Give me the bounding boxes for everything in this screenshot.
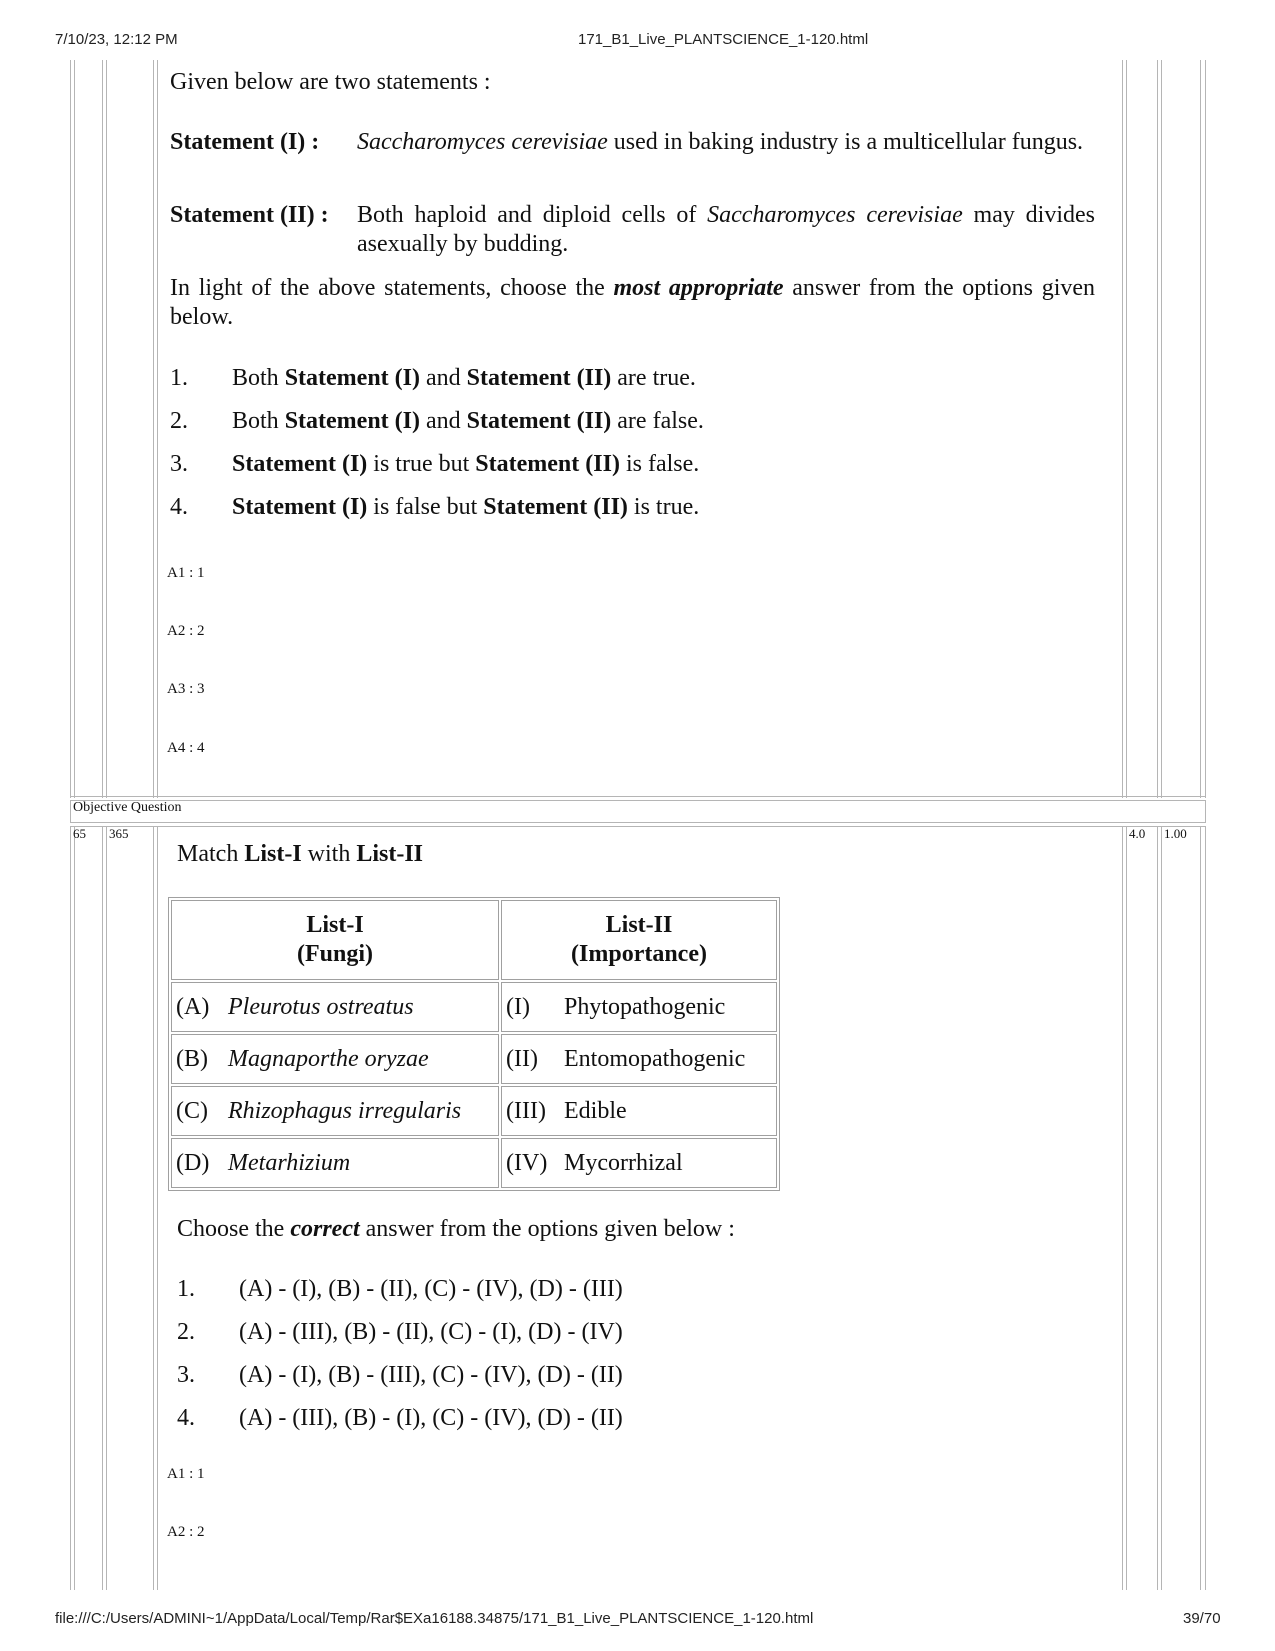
option-text: is false. [619,451,700,477]
table-row [171,1034,777,1084]
q65-answer-2: A2 : 2 [167,1524,205,1540]
q65-answer-1: A1 : 1 [167,1466,205,1482]
option-number: 4. [177,1405,195,1431]
statement-1-label: Statement (I) : [170,129,320,155]
species-name: Saccharomyces cerevisiae [707,202,963,228]
list-1-subtitle: (Fungi) [296,941,373,967]
option-number: 3. [177,1362,195,1388]
fungus-name: Magnaporthe oryzae [228,1045,429,1072]
option-bold: Statement (II) [466,408,612,434]
q64-answer-3: A3 : 3 [167,681,205,697]
list-2-header [501,900,777,980]
importance-text: Entomopathogenic [564,1045,746,1072]
option-bold: Statement (II) [466,365,612,391]
option-bold: Statement (I) [284,408,420,434]
list-1-cell [171,982,499,1032]
option-text: is true but [367,451,476,477]
option-number: 4. [170,494,188,520]
q64-option-3 [170,449,699,479]
option-bold: Statement (I) [232,494,368,520]
print-file-url: file:///C:/Users/ADMINI~1/AppData/Local/Temp/Rar$EXa16188.34875/171_B1_Live_PLANTSCIENCE_1-120.html [55,1610,814,1627]
list-1-cell [171,1138,499,1188]
q65-option-2 [177,1317,623,1347]
list-2-code: (III) [506,1097,546,1124]
option-text: is false but [367,494,484,520]
instruction-text: In light of the above statements, choose the [170,275,614,301]
species-name: Saccharomyces cerevisiae [357,129,608,155]
instruction-text: answer from the options given below. [170,275,1096,330]
statement-2-label: Statement (II) : [170,202,329,228]
q64-answer-4: A4 : 4 [167,740,205,756]
list-1-code: (B) [176,1045,208,1072]
option-text: are true. [611,365,696,391]
match-table [168,897,780,1191]
option-text: (A) - (III), (B) - (I), (C) - (IV), (D) - (II) [239,1405,623,1431]
q64-option-4 [170,492,699,522]
option-bold: Statement (I) [232,451,368,477]
option-text: (A) - (I), (B) - (II), (C) - (IV), (D) - (III) [239,1276,623,1302]
option-text: and [419,365,467,391]
instruction-emphasis: correct [290,1216,360,1242]
list-1-code: (C) [176,1097,208,1124]
fungus-name: Pleurotus ostreatus [228,993,414,1020]
q65-option-3 [177,1360,623,1390]
print-datetime: 7/10/23, 12:12 PM [55,31,178,48]
list-2-code: (II) [506,1045,538,1072]
print-page-title: 171_B1_Live_PLANTSCIENCE_1-120.html [578,31,869,48]
question-marks: 4.0 [1129,826,1146,841]
list-1-cell [171,1086,499,1136]
table-row [171,1138,777,1188]
option-text: Both [232,408,285,434]
option-text: (A) - (I), (B) - (III), (C) - (IV), (D) - (II) [239,1362,623,1388]
option-text: are false. [611,408,704,434]
list-1-cell [171,1034,499,1084]
importance-text: Phytopathogenic [564,993,726,1020]
q65-title [177,840,423,869]
title-list-2: List-II [356,841,424,867]
q64-statement-2 [170,201,1095,259]
option-number: 2. [177,1319,195,1345]
option-text: is true. [627,494,700,520]
list-2-code: (I) [506,993,530,1020]
q65-option-4 [177,1403,623,1433]
option-number: 1. [177,1276,195,1302]
option-number: 2. [170,408,188,434]
list-2-cell [501,982,777,1032]
option-text: Both [232,365,285,391]
print-page-number: 39/70 [1183,1610,1221,1627]
list-2-cell [501,1138,777,1188]
q64-statement-1 [170,128,1095,157]
negative-marks: 1.00 [1164,826,1187,841]
q64-answer-1: A1 : 1 [167,565,205,581]
question-serial: 65 [73,826,86,841]
importance-text: Edible [564,1097,627,1124]
list-1-header [171,900,499,980]
q64-intro: Given below are two statements : [170,69,491,95]
option-number: 1. [170,365,188,391]
instruction-text: Choose the [177,1216,291,1242]
table-row [171,1086,777,1136]
option-text: and [419,408,467,434]
question-id: 365 [109,826,129,841]
q64-answer-2: A2 : 2 [167,623,205,639]
q64-option-2 [170,406,704,436]
list-1-title: List-I [306,912,364,938]
list-1-code: (A) [176,993,210,1020]
importance-text: Mycorrhizal [564,1149,683,1176]
section-label: Objective Question [73,800,182,815]
option-number: 3. [170,451,188,477]
statement-1-text: used in baking industry is a multicellular fungus. [607,129,1084,155]
title-text: with [301,841,357,867]
q65-option-1 [177,1274,623,1304]
list-2-cell [501,1086,777,1136]
title-list-1: List-I [244,841,302,867]
q64-option-1 [170,363,696,393]
q65-instruction [177,1215,735,1244]
statement-2-text-pre: Both haploid and diploid cells of [357,202,708,228]
list-2-cell [501,1034,777,1084]
list-2-title: List-II [605,912,673,938]
q64-instruction [170,274,1095,332]
list-2-subtitle: (Importance) [571,941,707,967]
statement-2-text: may divides asexually by budding. [357,202,1095,257]
option-text: (A) - (III), (B) - (II), (C) - (I), (D) - (IV) [239,1319,623,1345]
instruction-text: answer from the options given below : [359,1216,735,1242]
fungus-name: Metarhizium [228,1149,351,1176]
option-bold: Statement (II) [475,451,620,477]
option-bold: Statement (II) [483,494,628,520]
instruction-emphasis: most appropriate [613,275,784,301]
option-bold: Statement (I) [284,365,420,391]
table-row [171,982,777,1032]
list-1-code: (D) [176,1149,210,1176]
fungus-name: Rhizophagus irregularis [228,1097,462,1124]
title-text: Match [177,841,245,867]
table-header-row [171,900,777,980]
list-2-code: (IV) [506,1149,548,1176]
